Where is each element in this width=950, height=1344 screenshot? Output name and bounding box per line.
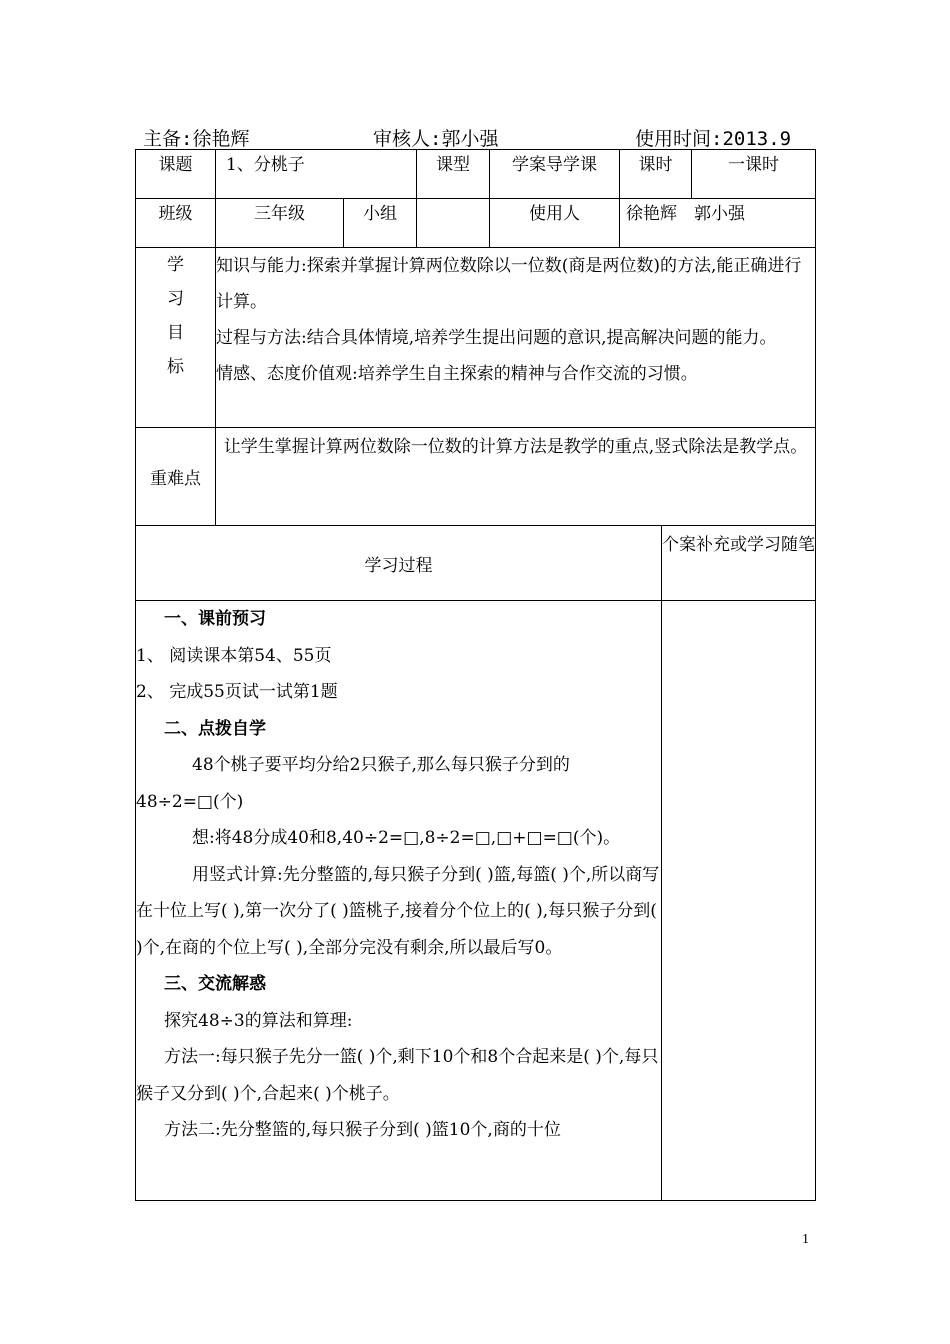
goals-label-char: 习 (167, 289, 184, 309)
lesson-plan-table (135, 149, 816, 1201)
section-preview-title: 一、课前预习 (164, 609, 266, 629)
process-content (136, 601, 662, 1201)
hours-label: 课时 (620, 150, 692, 199)
discussion-paragraph: 方法二:先分整篮的,每只猴子分到( )篮10个,商的十位 (164, 1120, 561, 1140)
notes-heading: 个案补充或学习随笔 (662, 526, 816, 601)
goals-content (216, 248, 816, 428)
goal-process: 过程与方法:结合具体情境,培养学生提出问题的意识,提高解决问题的能力。 (216, 328, 777, 348)
date-text: 使用时间:2013.9 (635, 128, 792, 150)
row-process-body (136, 601, 816, 1201)
reviewer-text: 审核人:郭小强 (373, 128, 499, 150)
group-value (417, 199, 490, 248)
goals-label-char: 目 (167, 323, 184, 343)
row-topic (136, 150, 816, 199)
user-value: 徐艳辉 郭小强 (620, 199, 816, 248)
hours-value: 一课时 (692, 150, 816, 199)
selfstudy-paragraph: 想:将48分成40和8,40÷2=□,8÷2=□,□+□=□(个)。 (192, 828, 621, 848)
preview-item: 1、 阅读课本第54、55页 (136, 645, 332, 666)
process-heading: 学习过程 (136, 526, 662, 601)
type-label: 课型 (417, 150, 490, 199)
notes-content (662, 601, 816, 1201)
topic-value: 1、分桃子 (216, 150, 417, 199)
goal-attitude: 情感、态度价值观:培养学生自主探索的精神与合作交流的习惯。 (216, 364, 698, 384)
row-class (136, 199, 816, 248)
row-difficulty (136, 428, 816, 526)
group-label: 小组 (344, 199, 417, 248)
row-process-header (136, 526, 816, 601)
page-number: 1 (802, 1232, 809, 1247)
discussion-paragraph: 方法一:每只猴子先分一篮( )个,剩下10个和8个合起来是( )个,每只猴子又分到( )个,合起来( )个桃子。 (136, 1047, 659, 1104)
type-value: 学案导学课 (490, 150, 620, 199)
class-label: 班级 (136, 199, 216, 248)
section-discussion-title: 三、交流解惑 (164, 974, 266, 994)
class-value: 三年级 (216, 199, 344, 248)
goal-knowledge: 知识与能力:探索并掌握计算两位数除以一位数(商是两位数)的方法,能正确进行计算。 (216, 256, 802, 312)
row-goals (136, 248, 816, 428)
user-label: 使用人 (490, 199, 620, 248)
goals-label-char: 标 (167, 357, 184, 377)
preview-item: 2、 完成55页试一试第1题 (136, 682, 338, 702)
selfstudy-paragraph: 用竖式计算:先分整篮的,每只猴子分到( )篮,每篮( )个,所以商写在十位上写( ),第一次分了( )篮桃子,接着分个位上的( ),每只猴子分到( )个,在商的个位上写( ),全部分完没有剩余,所以最后写0。 (136, 864, 660, 958)
selfstudy-paragraph: 48个桃子要平均分给2只猴子,那么每只猴子分到的48÷2=□(个) (136, 755, 570, 812)
discussion-paragraph: 探究48÷3的算法和算理: (164, 1010, 353, 1031)
author-text: 主备:徐艳辉 (143, 128, 250, 150)
goals-label (136, 248, 216, 428)
difficulty-content: 让学生掌握计算两位数除一位数的计算方法是教学的重点,竖式除法是教学点。 (216, 428, 816, 526)
topic-label: 课题 (136, 150, 216, 199)
section-selfstudy-title: 二、点拨自学 (164, 718, 266, 739)
header-line (143, 124, 815, 150)
difficulty-label: 重难点 (136, 428, 216, 526)
goals-label-char: 学 (167, 255, 184, 275)
